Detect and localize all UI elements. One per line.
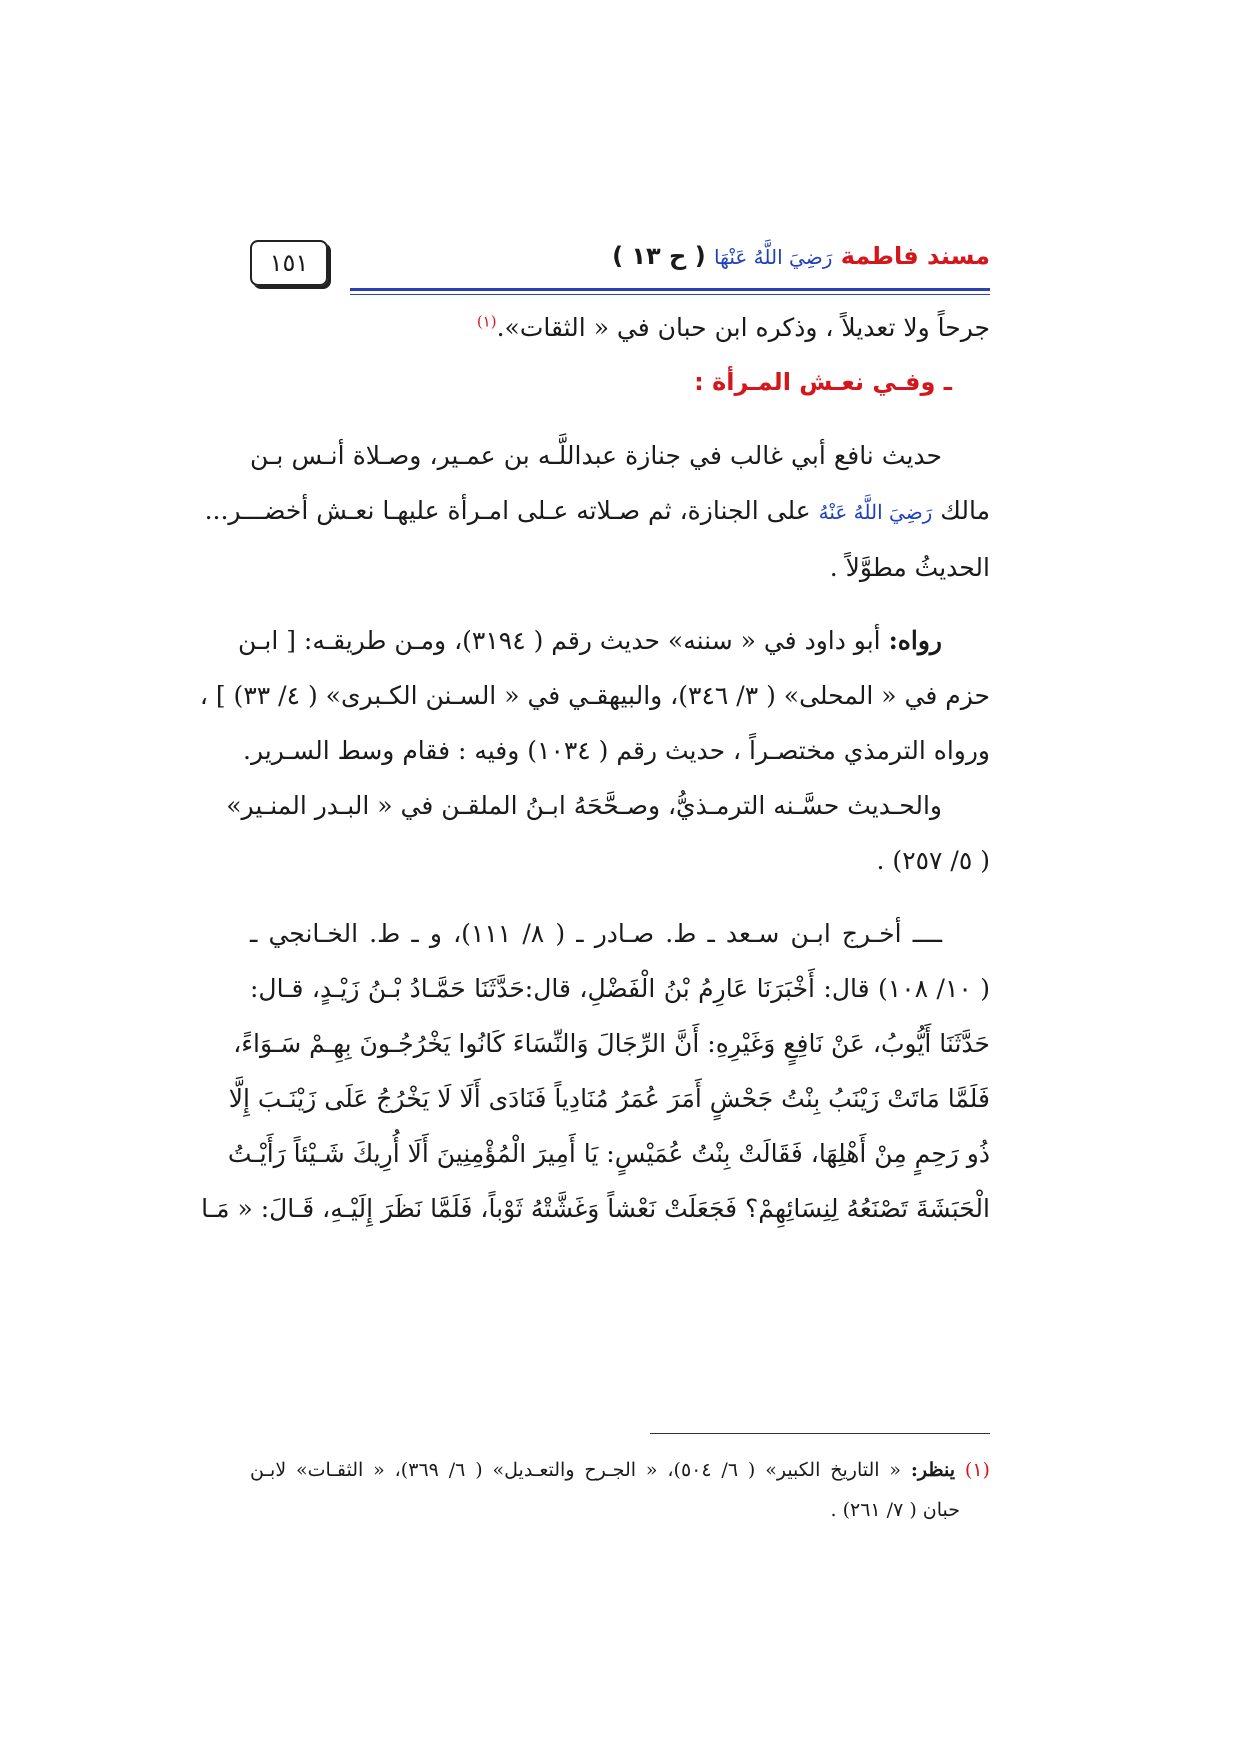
header-rule-thick	[350, 288, 990, 291]
source-label: رواه:	[888, 626, 942, 655]
text-line: والحـديث حسَّـنه الترمـذيُّ، وصـحَّحَهُ ابـنُ الملقـن في « البـدر المنـير»	[226, 791, 942, 820]
header-volume: ( ح ١٣ )	[612, 242, 706, 270]
footnote-line: حبان ( ٧/ ٢٦١) .	[830, 1499, 960, 1521]
text-line: ورواه الترمذي مختصـراً ، حديث رقم ( ١٠٣٤) وفيه : فقام وسط السـرير.	[243, 736, 990, 765]
header-title-main: مسند فاطمة	[840, 242, 990, 270]
text-line: الْحَبَشَةَ تَصْنَعُهُ لِنِسَائِهِمْ؟ فَجَعَلَتْ نَعْشاً وَغَشَّتْهُ ثَوْباً، فَلَمَّا نَظَرَ إِلَيْـهِ، قَـالَ: « مَـا	[201, 1194, 990, 1223]
section-heading: ـ وفـي نعـش المـرأة :	[694, 368, 952, 396]
header-title	[612, 242, 990, 270]
text-line: الحديثُ مطوَّلاً .	[829, 553, 990, 582]
text-line: ذُو رَحِمٍ مِنْ أَهْلِهَا، فَقَالَتْ بِنْتُ عُمَيْسٍ: يَا أَمِيرَ الْمُؤْمِنِينَ أَلَا أُرِيكَ شَـيْئاً رَأَيْـتُ	[227, 1139, 990, 1168]
footnote-separator	[650, 1433, 990, 1434]
honorific-calligraphy: رَضِيَ اللَّهُ عَنْهَا	[714, 245, 833, 269]
footnotes	[250, 1450, 990, 1530]
text-line: ( ١٠/ ١٠٨) قال: أَخْبَرَنَا عَارِمُ بْنُ الْفَضْلِ، قال:حَدَّثَنَا حَمَّـادُ بْـنُ زَيْـدٍ، قـال:	[250, 974, 991, 1003]
footnote-number: (١)	[964, 1459, 990, 1481]
text-line: ــــ أخـرج ابـن سـعد ـ ط. صـادر ـ ( ٨/ ١١١)، و ـ ط. الخـانجي ـ	[250, 919, 943, 948]
footnote-label: ينظر:	[910, 1459, 956, 1481]
text-line: فَلَمَّا مَاتَتْ زَيْنَبُ بِنْتُ جَحْشٍ أَمَرَ عُمَرُ مُنَادِياً فَنَادَى أَلَا لَا يَخْرُجُ عَلَى زَيْنَـبَ إِلَّا	[228, 1084, 990, 1113]
page-number: ١٥١	[250, 240, 328, 286]
main-text	[199, 300, 991, 1236]
text-line: حزم في « المحلى» ( ٣/ ٣٤٦)، والبيهقـي في « السـنن الكـبرى» ( ٤/ ٣٣) ] ،	[199, 681, 990, 710]
text-line: ( ٥/ ٢٥٧) .	[876, 846, 990, 875]
text-line: حَدَّثَنَا أَيُّوبُ، عَنْ نَافِعٍ وَغَيْرِهِ: أَنَّ الرِّجَالَ وَالنِّسَاءَ كَانُوا يَخْرُجُـونَ بِهِـمْ سَـوَاءً،	[233, 1029, 990, 1058]
text-line: رواه: أبو داود في « سننه» حديث رقم ( ٣١٩٤)، ومـن طريقـه: [ ابـن	[238, 626, 942, 655]
text-line: حديث نافع أبي غالب في جنازة عبداللَّـه بن عمـير، وصـلاة أنـس بـن	[250, 441, 942, 470]
footnote-ref[interactable]: (١)	[476, 312, 497, 331]
text-line: مالك رَضِيَ اللَّهُ عَنْهُ على الجنازة، ثم صـلاته عـلى امـرأة عليهـا نعـش أخضـــر...	[204, 496, 990, 525]
running-header	[250, 236, 990, 286]
honorific-calligraphy: رَضِيَ اللَّهُ عَنْهُ	[818, 500, 933, 524]
footnote-line: (١) ينظر: « التاريخ الكبير» ( ٦/ ٥٠٤)، « الجـرح والتعـديل» ( ٦/ ٣٦٩)، « الثقـات» لابـن	[250, 1459, 990, 1481]
text-line: جرحاً ولا تعديلاً ، وذكره ابن حبان في « الثقات».$^{(١)}$	[476, 312, 990, 342]
header-rule-thin	[350, 294, 990, 295]
